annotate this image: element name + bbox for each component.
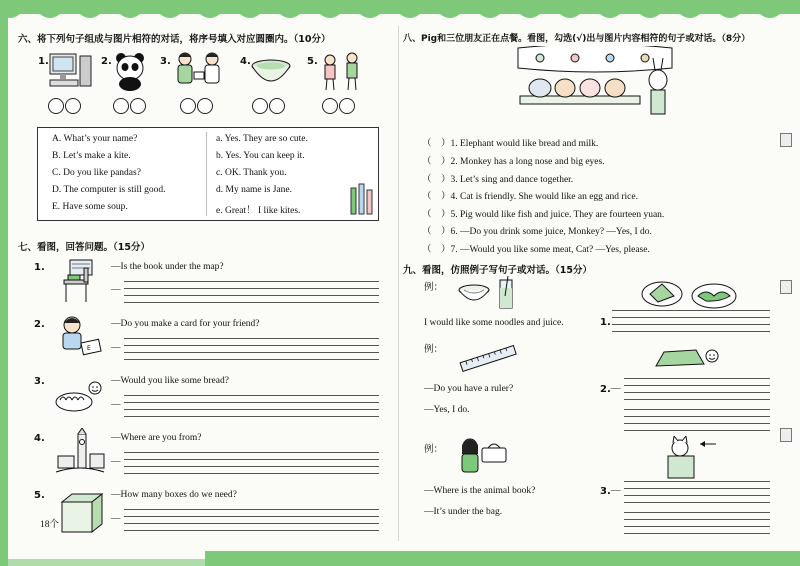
write-line[interactable] [124, 352, 379, 353]
example-2-answer: —Yes, I do. [424, 405, 470, 415]
write-line[interactable] [124, 409, 379, 410]
noodles-juice-icon [456, 276, 520, 312]
column-divider [398, 26, 399, 541]
write-line[interactable] [624, 488, 770, 489]
section-6-title: 六、将下列句子组成与图片相符的对话，将序号填入对应圆圈内。（10分） [18, 34, 331, 45]
left-edge-band [0, 0, 8, 566]
fish-cake-icon [652, 346, 722, 374]
example-3-question: —Where is the animal book? [424, 486, 536, 496]
section-8-title: 八、Pig和三位朋友正在点餐。看图，勾选(√)出与图片内容相符的句子或对话。（8分） [403, 34, 751, 44]
section-7-title: 七、看图，回答问题。（15分） [18, 242, 150, 253]
example-1-sentence: I would like some noodles and juice. [424, 318, 564, 328]
options-divider [206, 132, 207, 216]
binding-mark [780, 133, 792, 147]
right-option-c: c. OK. Thank you. [216, 168, 287, 178]
s8-item-3[interactable]: （ ）3. Let’s sing and dance together. [422, 175, 574, 185]
pic-3-number: 3. [160, 56, 171, 67]
write-line[interactable] [124, 530, 379, 531]
write-line[interactable] [612, 324, 770, 325]
answer-circle-3b[interactable] [197, 98, 213, 114]
bread-icon [54, 380, 104, 414]
kids-kite-icon [318, 48, 366, 92]
answer-circle-5b[interactable] [339, 98, 355, 114]
write-line[interactable] [124, 402, 379, 403]
write-line[interactable] [124, 338, 379, 339]
box-icon [58, 492, 104, 534]
write-line[interactable] [624, 430, 770, 431]
write-line[interactable] [624, 416, 770, 417]
s7-q4-dash: — [111, 457, 121, 467]
write-line[interactable] [612, 317, 770, 318]
animals-ordering-icon [510, 46, 680, 128]
pic-4-number: 4. [240, 56, 251, 67]
girl-bag-icon [456, 436, 514, 480]
binding-mark [780, 280, 792, 294]
write-line[interactable] [624, 378, 770, 379]
s9-q1-number: 1. [600, 317, 611, 328]
s7-q1-dash: — [111, 285, 121, 295]
write-line[interactable] [624, 512, 770, 513]
left-option-c: C. Do you like pandas? [52, 168, 141, 178]
options-box [37, 127, 379, 221]
boy-card-icon [56, 314, 106, 360]
write-line[interactable] [624, 392, 770, 393]
s7-q1-number: 1. [34, 262, 45, 273]
pencils-icon [348, 182, 374, 216]
s8-item-7[interactable]: （ ）7. —Would you like some meat, Cat? —Yes, please. [422, 245, 650, 255]
write-line[interactable] [124, 295, 379, 296]
s7-q4-text: —Where are you from? [111, 433, 202, 443]
svg-text:E: E [87, 345, 91, 352]
s7-q4-number: 4. [34, 433, 45, 444]
s9-q3-number: 3. [600, 486, 611, 497]
s7-q5-text: —How many boxes do we need? [111, 490, 237, 500]
write-line[interactable] [624, 385, 770, 386]
write-line[interactable] [124, 416, 379, 417]
write-line[interactable] [124, 302, 379, 303]
example-2-label: 例： [424, 345, 444, 355]
binding-mark [780, 428, 792, 442]
answer-circle-1a[interactable] [48, 98, 64, 114]
food-plates-icon [640, 276, 740, 312]
top-decor-band [0, 0, 800, 22]
write-line[interactable] [624, 502, 770, 503]
answer-circle-2b[interactable] [130, 98, 146, 114]
two-kids-icon [170, 50, 230, 92]
write-line[interactable] [612, 310, 770, 311]
write-line[interactable] [124, 452, 379, 453]
left-option-e: E. Have some soup. [52, 202, 128, 212]
s8-item-6[interactable]: （ ）6. —Do you drink some juice, Monkey? —Yes, I do. [422, 227, 652, 237]
right-option-e: e. Great！ I like kites. [216, 206, 301, 216]
pic-1-number: 1. [38, 56, 49, 67]
s7-q2-text: —Do you make a card for your friend? [111, 319, 260, 329]
s8-item-1[interactable]: （ ）1. Elephant would like bread and milk. [422, 139, 599, 149]
s9-q3-dash: — [611, 486, 621, 496]
cat-box-icon [660, 436, 720, 482]
write-line[interactable] [124, 459, 379, 460]
answer-circle-4a[interactable] [252, 98, 268, 114]
pic-2-number: 2. [101, 56, 112, 67]
s7-q5-number: 5. [34, 490, 45, 501]
write-line[interactable] [124, 473, 379, 474]
example-3-answer: —It’s under the bag. [424, 507, 503, 517]
right-option-a: a. Yes. They are so cute. [216, 134, 308, 144]
answer-circle-5a[interactable] [322, 98, 338, 114]
right-option-b: b. Yes. You can keep it. [216, 151, 305, 161]
pic-5-number: 5. [307, 56, 318, 67]
write-line[interactable] [124, 509, 379, 510]
write-line[interactable] [624, 519, 770, 520]
write-line[interactable] [624, 399, 770, 400]
box-count-label: 18个 [40, 520, 60, 530]
computer-icon [48, 50, 94, 92]
s7-q5-dash: — [111, 514, 121, 524]
bottom-decor-band [0, 549, 800, 566]
write-line[interactable] [624, 533, 770, 534]
answer-circle-2a[interactable] [113, 98, 129, 114]
write-line[interactable] [624, 495, 770, 496]
london-icon [54, 428, 106, 478]
s7-q3-text: —Would you like some bread? [111, 376, 229, 386]
s7-q1-text: —Is the book under the map? [111, 262, 224, 272]
example-1-label: 例： [424, 283, 444, 293]
write-line[interactable] [124, 516, 379, 517]
s8-item-2[interactable]: （ ）2. Monkey has a long nose and big eyes. [422, 157, 605, 167]
s7-q3-number: 3. [34, 376, 45, 387]
write-line[interactable] [124, 288, 379, 289]
answer-circle-3a[interactable] [180, 98, 196, 114]
example-3-label: 例： [424, 445, 444, 455]
answer-circle-1b[interactable] [65, 98, 81, 114]
s7-q2-number: 2. [34, 319, 45, 330]
write-line[interactable] [124, 523, 379, 524]
write-line[interactable] [612, 331, 770, 332]
write-line[interactable] [624, 423, 770, 424]
example-2-question: —Do you have a ruler? [424, 384, 514, 394]
ruler-icon [456, 342, 518, 376]
right-option-d: d. My name is Jane. [216, 185, 292, 195]
s8-item-5[interactable]: （ ）5. Pig would like fish and juice. They are fourteen yuan. [422, 210, 665, 220]
write-line[interactable] [624, 526, 770, 527]
left-option-b: B. Let’s make a kite. [52, 151, 131, 161]
write-line[interactable] [124, 345, 379, 346]
s7-q2-dash: — [111, 343, 121, 353]
chair-book-icon [58, 258, 98, 304]
panda-icon [112, 50, 148, 92]
left-option-a: A. What’s your name? [52, 134, 138, 144]
section-9-title: 九、看图，仿照例子写句子或对话。（15分） [403, 265, 592, 276]
s7-q3-dash: — [111, 400, 121, 410]
write-line[interactable] [124, 281, 379, 282]
s8-item-4[interactable]: （ ）4. Cat is friendly. She would like an egg and rice. [422, 192, 638, 202]
write-line[interactable] [624, 481, 770, 482]
soup-bowl-icon [250, 56, 292, 90]
write-line[interactable] [124, 359, 379, 360]
write-line[interactable] [124, 395, 379, 396]
s9-q2-number: 2. [600, 384, 611, 395]
write-line[interactable] [124, 466, 379, 467]
s9-q2-dash: — [611, 384, 621, 394]
write-line[interactable] [624, 409, 770, 410]
answer-circle-4b[interactable] [269, 98, 285, 114]
left-option-d: D. The computer is still good. [52, 185, 166, 195]
